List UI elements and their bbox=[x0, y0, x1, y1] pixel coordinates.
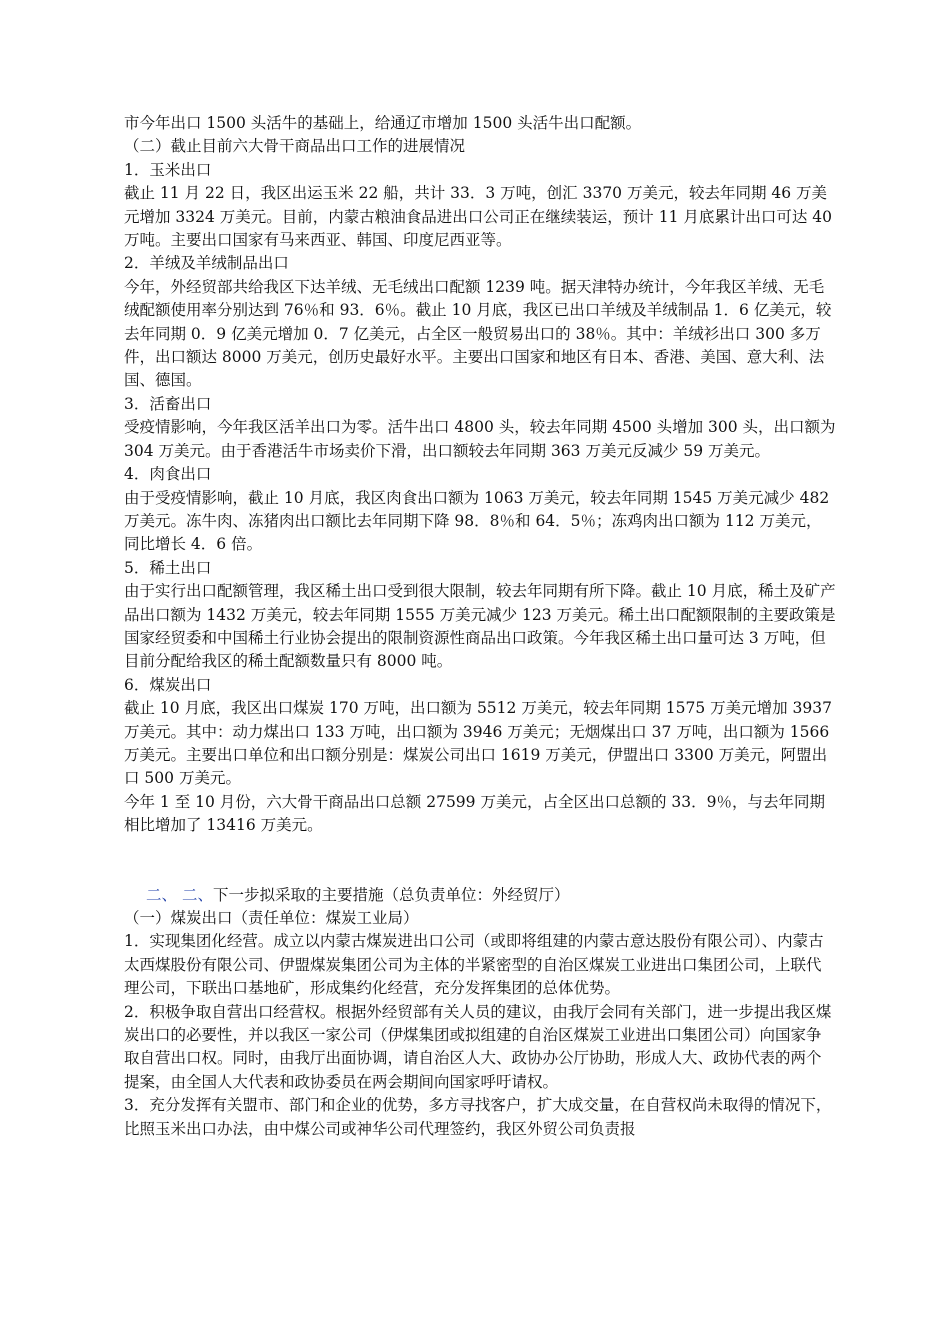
item-heading: 3．活畜出口 bbox=[124, 394, 212, 413]
section-heading: （一）煤炭出口（责任单位：煤炭工业局） bbox=[124, 909, 419, 927]
paragraph: 3．充分发挥有关盟市、部门和企业的优势，多方寻找客户，扩大成交量，在自营权尚未取得的情况下，比照玉米出口办法，由中煤公司或神华公司代理签约，我区外贸公司负责报 bbox=[124, 1096, 832, 1138]
item-heading: 6．煤炭出口 bbox=[124, 675, 212, 694]
heading-number: 二、 bbox=[181, 885, 213, 904]
document-body bbox=[124, 112, 836, 1141]
paragraph: 截止 10 月底，我区出口煤炭 170 万吨，出口额为 5512 万美元，较去年同期 1575 万美元增加 3937 万美元。其中：动力煤出口 133 万吨，出口额为 3946 万美元；无烟煤出口 37 万吨，出口额为 1566 万美元。主要出口单位和出口额分别是：煤炭公司出口 1619 万美元，伊盟出口 3300 万美元，阿盟出口 500 万美元。 bbox=[124, 699, 832, 788]
heading-number: 二、 bbox=[146, 885, 178, 904]
heading-text: 下一步拟采取的主要措施（总负责单位：外经贸厅） bbox=[212, 885, 570, 904]
paragraph: 今年 1 至 10 月份，六大骨干商品出口总额 27599 万美元，占全区出口总额的 33．9％，与去年同期相比增加了 13416 万美元。 bbox=[124, 792, 825, 835]
paragraph: 1．实现集团化经营。成立以内蒙古煤炭进出口公司（或即将组建的内蒙古意达股份有限公司）、内蒙古太西煤股份有限公司、伊盟煤炭集团公司为主体的半紧密型的自治区煤炭工业进出口集团公司，上联代理公司，下联出口基地矿，形成集约化经营，充分发挥集团的总体优势。 bbox=[124, 932, 824, 998]
spacer bbox=[124, 838, 836, 884]
paragraph: 今年，外经贸部共给我区下达羊绒、无毛绒出口配额 1239 吨。据天津特办统计，今年我区羊绒、无毛绒配额使用率分别达到 76％和 93．6％。截止 10 月底，我区已出口羊绒及羊绒制品 1．6 亿美元，较去年同期 0．9 亿美元增加 0．7 亿美元，占全区一般贸易出口的 38％。其中：羊绒衫出口 300 多万件，出口额达 8000 万美元，创历史最好水平。主要出口国家和地区有日本、香港、美国、意大利、法国、德国。 bbox=[124, 277, 832, 390]
paragraph: 市今年出口 1500 头活牛的基础上，给通辽市增加 1500 头活牛出口配额。 bbox=[124, 114, 642, 132]
item-heading: 2．羊绒及羊绒制品出口 bbox=[124, 254, 289, 273]
item-heading: 4．肉食出口 bbox=[124, 465, 212, 484]
item-heading: 1．玉米出口 bbox=[124, 160, 212, 179]
item-heading: 5．稀土出口 bbox=[124, 558, 212, 577]
major-heading bbox=[124, 884, 836, 907]
paragraph: 截止 11 月 22 日，我区出运玉米 22 船，共计 33．3 万吨，创汇 3370 万美元，较去年同期 46 万美元增加 3324 万美元。目前，内蒙古粮油食品进出口公司正在继续装运，预计 11 月底累计出口可达 40 万吨。主要出口国家有马来西亚、韩国、印度尼西亚等。 bbox=[124, 184, 833, 250]
paragraph: 2．积极争取自营出口经营权。根据外经贸部有关人员的建议，由我厅会同有关部门，进一步提出我区煤炭出口的必要性，并以我区一家公司（伊煤集团或拟组建的自治区煤炭工业进出口集团公司）向国家争取自营出口权。同时，由我厅出面协调，请自治区人大、政协办公厅协助，形成人大、政协代表的两个提案，由全国人大代表和政协委员在两会期间向国家呼吁请权。 bbox=[124, 1002, 832, 1091]
paragraph: 由于实行出口配额管理，我区稀土出口受到很大限制，较去年同期有所下降。截止 10 月底，稀土及矿产品出口额为 1432 万美元，较去年同期 1555 万美元减少 123 万美元。稀土出口配额限制的主要政策是国家经贸委和中国稀土行业协会提出的限制资源性商品出口政策。今年我区稀土出口量可达 3 万吨，但目前分配给我区的稀土配额数量只有 8000 吨。 bbox=[124, 582, 836, 671]
section-heading: （二）截止目前六大骨干商品出口工作的进展情况 bbox=[124, 137, 466, 156]
paragraph: 由于受疫情影响，截止 10 月底，我区肉食出口额为 1063 万美元，较去年同期 1545 万美元减少 482 万美元。冻牛肉、冻猪肉出口额比去年同期下降 98．8％和 64．5％；冻鸡肉出口额为 112 万美元，同比增长 4．6 倍。 bbox=[124, 488, 830, 554]
paragraph: 受疫情影响，今年我区活羊出口为零。活牛出口 4800 头，较去年同期 4500 头增加 300 头，出口额为 304 万美元。由于香港活牛市场卖价下滑，出口额较去年同期 363 万美元反减少 59 万美元。 bbox=[124, 418, 836, 460]
